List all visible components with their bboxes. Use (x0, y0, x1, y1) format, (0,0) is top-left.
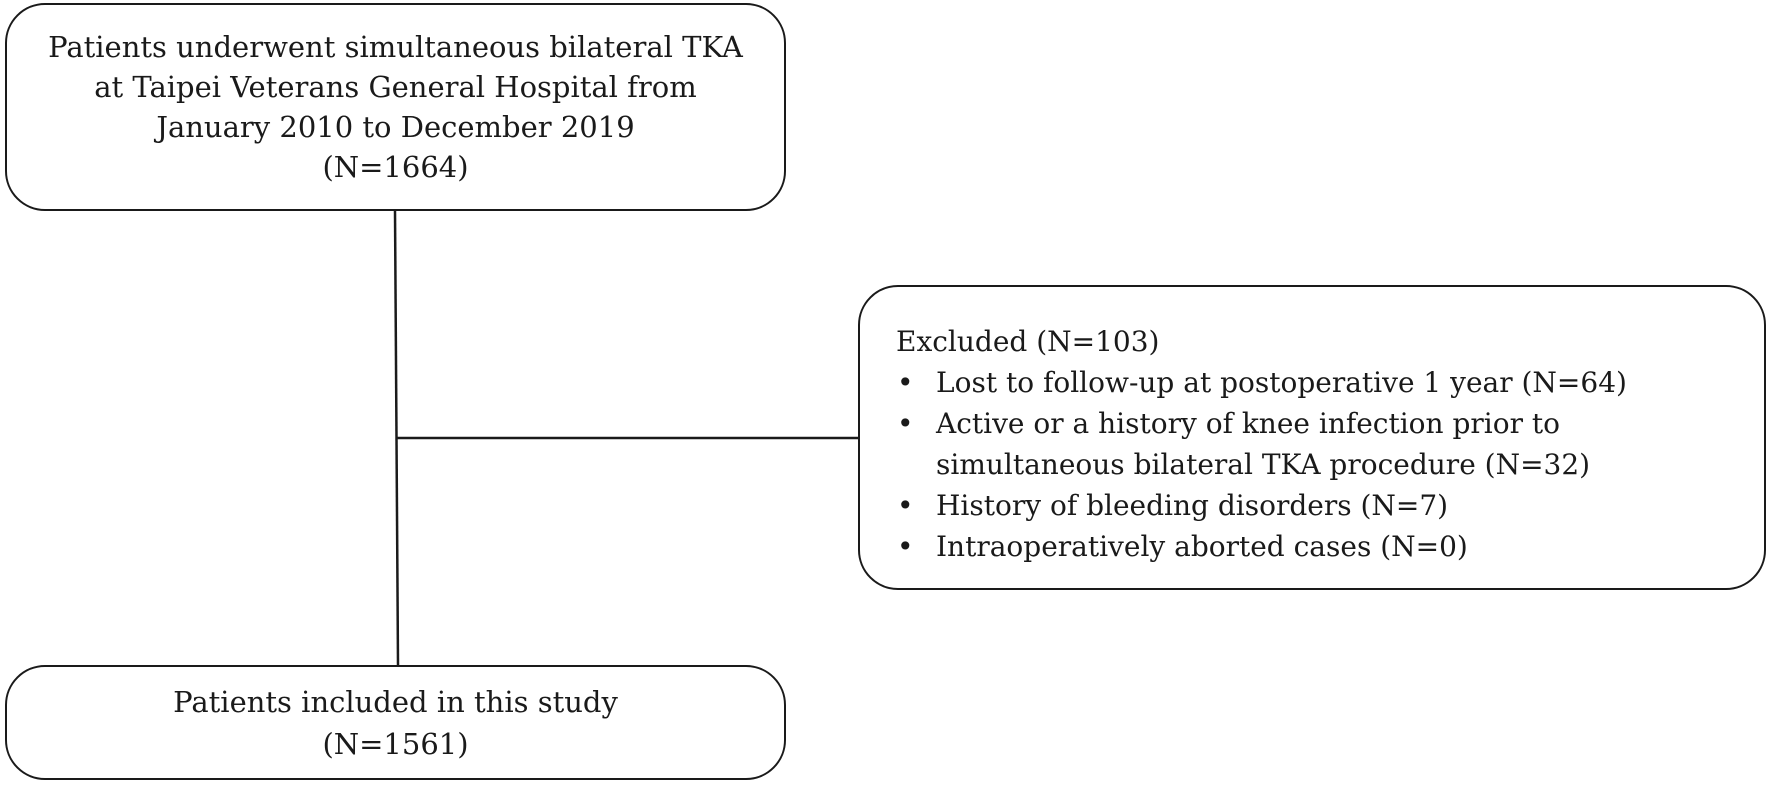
excluded-heading: Excluded (N=103) (896, 325, 1160, 358)
exclusion-item-text-continued: simultaneous bilateral TKA procedure (N=32) (936, 448, 1591, 481)
exclusion-item (896, 403, 1764, 485)
included-patients-box (5, 665, 786, 780)
exclusion-criteria-list (896, 362, 1764, 567)
exclusion-item (896, 485, 1764, 526)
excluded-patients-box (858, 285, 1766, 590)
enrolled-count: (N=1664) (322, 150, 469, 184)
enrolled-line-2: at Taipei Veterans General Hospital from (94, 70, 697, 104)
exclusion-item-text: Intraoperatively aborted cases (N=0) (936, 530, 1468, 563)
enrolled-line-1: Patients underwent simultaneous bilateral TKA (48, 30, 743, 64)
bullet-icon: • (897, 407, 914, 440)
enrolled-line-3: January 2010 to December 2019 (156, 110, 635, 144)
bullet-icon: • (897, 366, 914, 399)
exclusion-item-text: Lost to follow-up at postoperative 1 year (N=64) (936, 366, 1627, 399)
bullet-icon: • (897, 530, 914, 563)
included-count: (N=1561) (322, 726, 469, 761)
exclusion-item (896, 526, 1764, 567)
exclusion-item (896, 362, 1764, 403)
enrolled-patients-box (5, 3, 786, 211)
exclusion-item-text: Active or a history of knee infection prior to (936, 407, 1560, 440)
bullet-icon: • (897, 489, 914, 522)
exclusion-item-text: History of bleeding disorders (N=7) (936, 489, 1449, 522)
included-line-1: Patients included in this study (173, 684, 618, 719)
